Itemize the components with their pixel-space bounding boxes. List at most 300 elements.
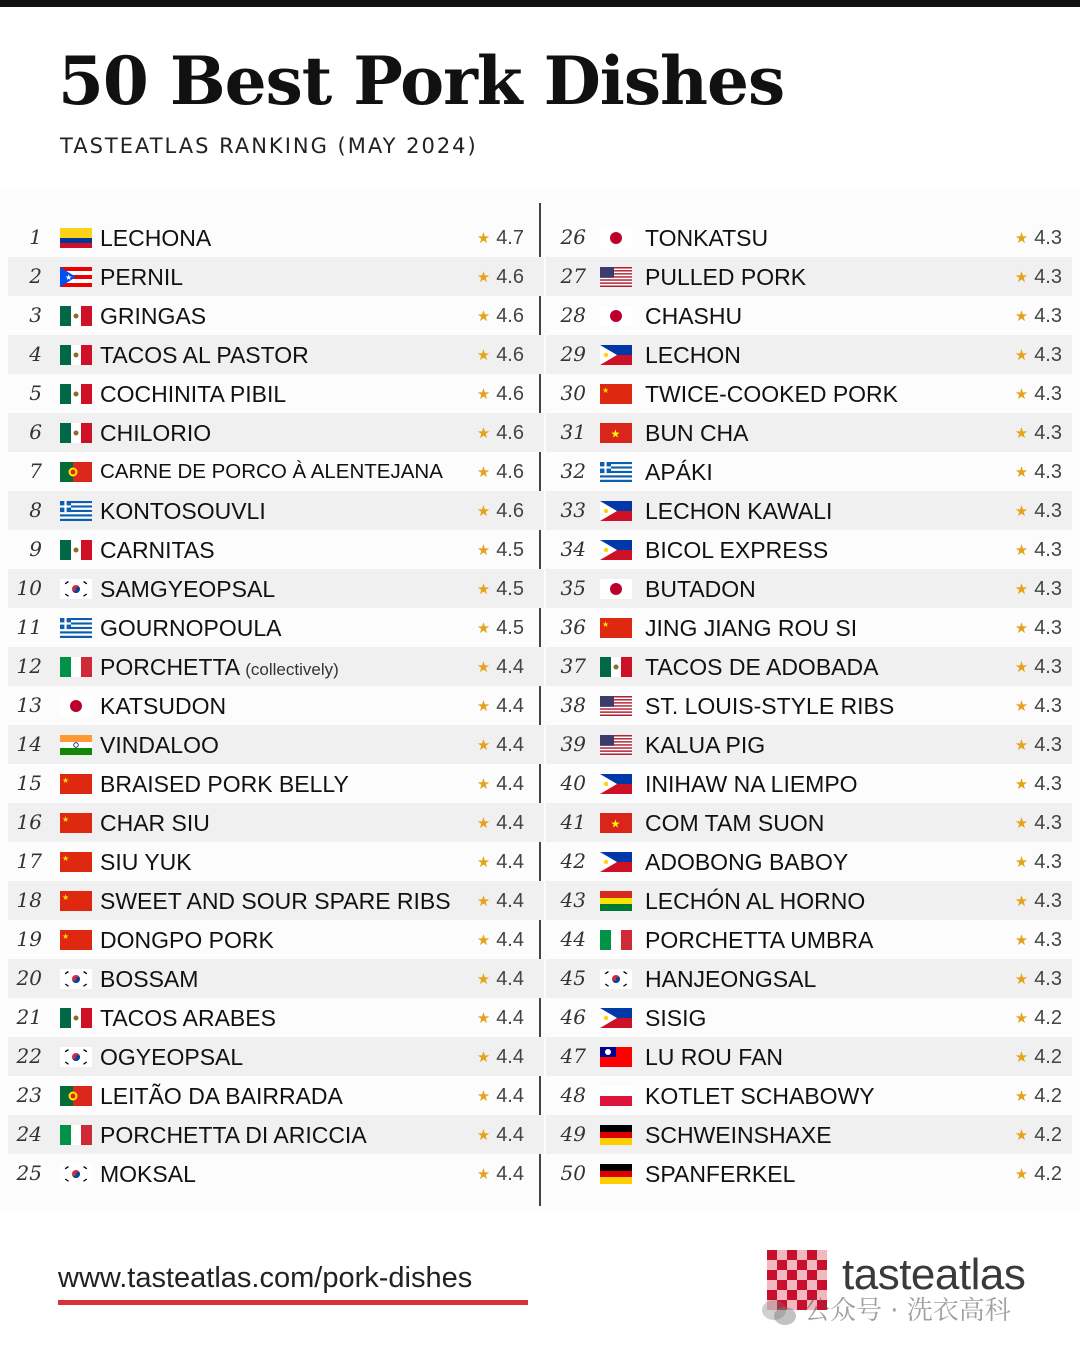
dish-rating (1015, 257, 1062, 296)
dish-rank: 41 (560, 810, 586, 834)
svg-text:★: ★ (62, 854, 70, 863)
dish-name-text: LECHÓN AL HORNO (645, 888, 866, 914)
rating-value: 4.3 (1034, 461, 1062, 483)
dish-row (546, 608, 1072, 647)
dish-rank: 11 (16, 615, 42, 639)
flag-portugal-icon (60, 1086, 92, 1106)
rating-value: 4.3 (1034, 812, 1062, 834)
dish-row (8, 569, 544, 608)
star-icon: ★ (476, 815, 491, 832)
dish-name-text: CHAR SIU (100, 810, 210, 836)
dish-name-text: GOURNOPOULA (100, 615, 282, 641)
flag-mexico-icon (60, 345, 92, 365)
star-icon: ★ (476, 542, 491, 559)
star-icon: ★ (476, 776, 491, 793)
dish-name (645, 842, 848, 881)
dish-name-text: PORCHETTA UMBRA (645, 927, 874, 953)
ranking-column-left (8, 218, 544, 1193)
rating-value: 4.4 (496, 890, 524, 912)
flag-greece-icon (60, 501, 92, 521)
star-icon: ★ (1014, 581, 1029, 598)
dish-name (100, 1154, 196, 1193)
dish-row (8, 491, 544, 530)
dish-name-text: HANJEONGSAL (645, 966, 817, 992)
dish-name-text: SWEET AND SOUR SPARE RIBS (100, 888, 451, 914)
rating-value: 4.4 (496, 695, 524, 717)
rating-value: 4.2 (1034, 1163, 1062, 1185)
rating-value: 4.6 (496, 500, 524, 522)
flag-south-korea-icon (60, 1164, 92, 1184)
dish-rating (1015, 413, 1062, 452)
dish-rank: 30 (560, 381, 586, 405)
dish-name-text: SISIG (645, 1005, 707, 1031)
dish-rating (477, 647, 524, 686)
top-border (0, 0, 1080, 7)
rating-value: 4.3 (1034, 344, 1062, 366)
flag-germany-icon (600, 1125, 632, 1145)
star-icon: ★ (1014, 503, 1029, 520)
rating-value: 4.4 (496, 773, 524, 795)
dish-row (546, 686, 1072, 725)
dish-rating (1015, 452, 1062, 491)
star-icon: ★ (476, 971, 491, 988)
dish-rating (477, 1076, 524, 1115)
dish-rating (477, 959, 524, 998)
flag-portugal-icon (60, 462, 92, 482)
flag-vietnam-icon (600, 423, 632, 443)
dish-name (100, 842, 192, 881)
dish-rank: 23 (16, 1083, 42, 1107)
dish-name-text: LEITÃO DA BAIRRADA (100, 1083, 343, 1109)
rating-value: 4.4 (496, 968, 524, 990)
dish-name (100, 335, 309, 374)
dish-name-text: CHILORIO (100, 420, 212, 446)
dish-name-text: APÁKI (645, 459, 713, 485)
flag-puerto-rico-icon (60, 267, 92, 287)
rating-value: 4.3 (1034, 734, 1062, 756)
dish-name-text: VINDALOO (100, 732, 219, 758)
dish-rank: 26 (560, 225, 586, 249)
flag-philippines-icon (600, 852, 632, 872)
dish-name-text: BUN CHA (645, 420, 749, 446)
dish-row (8, 998, 544, 1037)
dish-name (645, 998, 706, 1037)
watermark-text: 公众号 · 洗衣高科 (804, 1296, 1011, 1326)
dish-rank: 39 (560, 732, 586, 756)
dish-name (645, 725, 765, 764)
dish-rank: 42 (560, 849, 586, 873)
star-icon: ★ (476, 737, 491, 754)
rating-value: 4.3 (1034, 656, 1062, 678)
flag-china-icon (600, 384, 632, 404)
dish-row (8, 647, 544, 686)
dish-row (546, 998, 1072, 1037)
dish-rank: 17 (16, 849, 42, 873)
dish-rank: 6 (29, 420, 42, 444)
dish-rating (477, 608, 524, 647)
rating-value: 4.4 (496, 1124, 524, 1146)
dish-name-text: BOSSAM (100, 966, 199, 992)
star-icon: ★ (1014, 1166, 1029, 1183)
dish-name-text: TACOS ARABES (100, 1005, 276, 1031)
dish-rating (477, 998, 524, 1037)
dish-name-text: GRINGAS (100, 303, 207, 329)
rating-value: 4.3 (1034, 305, 1062, 327)
rating-value: 4.4 (496, 851, 524, 873)
dish-rank: 29 (560, 342, 586, 366)
dish-name-text: TACOS AL PASTOR (100, 342, 309, 368)
dish-rank: 38 (560, 693, 586, 717)
rating-value: 4.4 (496, 1085, 524, 1107)
dish-name (645, 764, 858, 803)
star-icon: ★ (476, 893, 491, 910)
dish-row (8, 1154, 544, 1193)
rating-value: 4.3 (1034, 266, 1062, 288)
dish-rating (477, 296, 524, 335)
svg-text:★: ★ (610, 818, 621, 831)
dish-name (100, 452, 443, 491)
dish-rank: 8 (29, 498, 42, 522)
dish-name-text: COM TAM SUON (645, 810, 825, 836)
dish-name (100, 725, 219, 764)
dish-name (100, 374, 286, 413)
dish-rank: 5 (29, 381, 42, 405)
dish-rating (1015, 296, 1062, 335)
dish-row (546, 959, 1072, 998)
dish-rating (1015, 647, 1062, 686)
flag-philippines-icon (600, 501, 632, 521)
dish-row (8, 218, 544, 257)
star-icon: ★ (476, 698, 491, 715)
dish-rating (477, 413, 524, 452)
dish-rank: 27 (560, 264, 586, 288)
star-icon: ★ (476, 1010, 491, 1027)
dish-name-text: LECHONA (100, 225, 212, 251)
dish-row (8, 335, 544, 374)
dish-rank: 37 (560, 654, 586, 678)
dish-name-text: KATSUDON (100, 693, 227, 719)
dish-rating (1015, 608, 1062, 647)
rating-value: 4.3 (1034, 617, 1062, 639)
dish-row (546, 296, 1072, 335)
dish-rank: 33 (560, 498, 586, 522)
dish-name-text: CHASHU (645, 303, 743, 329)
dish-row (8, 764, 544, 803)
flag-south-korea-icon (60, 579, 92, 599)
dish-rank: 47 (560, 1044, 586, 1068)
dish-rating (477, 452, 524, 491)
dish-rank: 25 (16, 1161, 42, 1185)
dish-row (8, 1037, 544, 1076)
dish-rating (1015, 959, 1062, 998)
dish-name-text: BRAISED PORK BELLY (100, 771, 349, 797)
dish-row (546, 413, 1072, 452)
dish-rank: 10 (16, 576, 42, 600)
dish-name-text: KALUA PIG (645, 732, 766, 758)
flag-india-icon (60, 735, 92, 755)
dish-name-text: KOTLET SCHABOWY (645, 1083, 875, 1109)
dish-rank: 46 (560, 1005, 586, 1029)
dish-row (8, 959, 544, 998)
dish-row (546, 881, 1072, 920)
star-icon: ★ (1014, 815, 1029, 832)
dish-name-text: LU ROU FAN (645, 1044, 784, 1070)
dish-rating (477, 257, 524, 296)
page-subtitle: TASTEATLAS RANKING (MAY 2024) (60, 134, 478, 158)
dish-name-text: PORCHETTA (100, 654, 239, 680)
star-icon: ★ (476, 581, 491, 598)
rating-value: 4.3 (1034, 773, 1062, 795)
flag-mexico-icon (60, 540, 92, 560)
star-icon: ★ (1014, 1127, 1029, 1144)
dish-name (645, 374, 898, 413)
dish-name (100, 686, 226, 725)
dish-row (546, 725, 1072, 764)
rating-value: 4.4 (496, 1046, 524, 1068)
dish-rank: 14 (16, 732, 42, 756)
star-icon: ★ (476, 932, 491, 949)
dish-row (546, 452, 1072, 491)
rating-value: 4.3 (1034, 929, 1062, 951)
dish-name (645, 413, 749, 452)
dish-name-text: LECHON (645, 342, 741, 368)
dish-row (546, 335, 1072, 374)
dish-row (8, 842, 544, 881)
rating-value: 4.3 (1034, 383, 1062, 405)
dish-name-text: KONTOSOUVLI (100, 498, 266, 524)
dish-name-text: PORCHETTA DI ARICCIA (100, 1122, 367, 1148)
dish-name (100, 296, 206, 335)
dish-rating (477, 686, 524, 725)
dish-name-text: BUTADON (645, 576, 756, 602)
star-icon: ★ (476, 503, 491, 520)
star-icon: ★ (1014, 347, 1029, 364)
rating-value: 4.3 (1034, 968, 1062, 990)
dish-row (546, 764, 1072, 803)
dish-row (546, 374, 1072, 413)
dish-rank: 34 (560, 537, 586, 561)
flag-japan-icon (60, 696, 92, 716)
dish-name (100, 998, 276, 1037)
dish-rank: 19 (16, 927, 42, 951)
dish-row (546, 491, 1072, 530)
dish-rating (477, 374, 524, 413)
flag-china-icon (60, 930, 92, 950)
rating-value: 4.3 (1034, 539, 1062, 561)
flag-vietnam-icon (600, 813, 632, 833)
star-icon: ★ (476, 1127, 491, 1144)
source-link[interactable]: www.tasteatlas.com/pork-dishes (58, 1262, 473, 1294)
link-underline (58, 1300, 528, 1305)
dish-row (546, 803, 1072, 842)
dish-rating (477, 335, 524, 374)
star-icon: ★ (1014, 425, 1029, 442)
dish-row (8, 686, 544, 725)
flag-usa-icon (600, 696, 632, 716)
dish-row (8, 881, 544, 920)
dish-name-text: SPANFERKEL (645, 1161, 796, 1187)
dish-name-text: COCHINITA PIBIL (100, 381, 287, 407)
dish-name (100, 1037, 243, 1076)
dish-name-text: OGYEOPSAL (100, 1044, 244, 1070)
star-icon: ★ (1014, 620, 1029, 637)
rating-value: 4.4 (496, 656, 524, 678)
rating-value: 4.3 (1034, 500, 1062, 522)
dish-name (100, 647, 339, 686)
wechat-icon (760, 1297, 798, 1327)
star-icon: ★ (1014, 1049, 1029, 1066)
dish-name (100, 491, 266, 530)
flag-mexico-icon (60, 423, 92, 443)
dish-row (546, 1076, 1072, 1115)
dish-name (100, 803, 210, 842)
flag-south-korea-icon (600, 969, 632, 989)
dish-name (645, 1115, 832, 1154)
rating-value: 4.3 (1034, 695, 1062, 717)
rating-value: 4.2 (1034, 1085, 1062, 1107)
star-icon: ★ (476, 1049, 491, 1066)
dish-name (100, 764, 349, 803)
star-icon: ★ (476, 308, 491, 325)
dish-rating (1015, 686, 1062, 725)
ranking-column-right (546, 218, 1072, 1193)
svg-text:★: ★ (62, 815, 70, 824)
dish-rating (1015, 1154, 1062, 1193)
dish-name (645, 569, 756, 608)
dish-rank: 40 (560, 771, 586, 795)
rating-value: 4.3 (1034, 227, 1062, 249)
dish-rating (477, 218, 524, 257)
dish-name-text: PERNIL (100, 264, 184, 290)
star-icon: ★ (476, 659, 491, 676)
dish-rank: 48 (560, 1083, 586, 1107)
dish-rating (477, 842, 524, 881)
dish-row (546, 920, 1072, 959)
dish-rank: 13 (16, 693, 42, 717)
dish-row (546, 647, 1072, 686)
flag-japan-icon (600, 306, 632, 326)
flag-taiwan-icon (600, 1047, 632, 1067)
star-icon: ★ (476, 854, 491, 871)
flag-mexico-icon (600, 657, 632, 677)
dish-name-text: ST. LOUIS-STYLE RIBS (645, 693, 895, 719)
svg-text:★: ★ (602, 620, 610, 629)
dish-name-text: SIU YUK (100, 849, 192, 875)
dish-name (645, 218, 768, 257)
dish-name-text: TACOS DE ADOBADA (645, 654, 879, 680)
flag-usa-icon (600, 735, 632, 755)
rating-value: 4.2 (1034, 1124, 1062, 1146)
dish-name-text: SCHWEINSHAXE (645, 1122, 832, 1148)
dish-row (8, 803, 544, 842)
dish-name (100, 1115, 367, 1154)
dish-rank: 49 (560, 1122, 586, 1146)
dish-rating (1015, 374, 1062, 413)
dish-name (645, 1154, 795, 1193)
page-title: 50 Best Pork Dishes (58, 42, 785, 120)
rating-value: 4.6 (496, 383, 524, 405)
star-icon: ★ (1014, 269, 1029, 286)
dish-rank: 9 (29, 537, 42, 561)
dish-rating (1015, 725, 1062, 764)
dish-rating (1015, 1076, 1062, 1115)
dish-rank: 50 (560, 1161, 586, 1185)
dish-row (546, 842, 1072, 881)
star-icon: ★ (1014, 1088, 1029, 1105)
dish-row (8, 530, 544, 569)
dish-rank: 21 (16, 1005, 42, 1029)
star-icon: ★ (1014, 737, 1029, 754)
flag-bolivia-icon (600, 891, 632, 911)
dish-name-text: CARNE DE PORCO À ALENTEJANA (100, 460, 443, 483)
dish-rank: 16 (16, 810, 42, 834)
dish-name-text: LECHON KAWALI (645, 498, 833, 524)
flag-china-icon (60, 813, 92, 833)
dish-name (645, 257, 806, 296)
dish-rating (477, 1037, 524, 1076)
flag-mexico-icon (60, 306, 92, 326)
svg-text:★: ★ (610, 428, 621, 441)
star-icon: ★ (476, 347, 491, 364)
star-icon: ★ (1014, 932, 1029, 949)
dish-rating (477, 725, 524, 764)
svg-text:★: ★ (62, 932, 70, 941)
svg-text:★: ★ (62, 776, 70, 785)
rating-value: 4.2 (1034, 1007, 1062, 1029)
star-icon: ★ (476, 1166, 491, 1183)
dish-rating (1015, 491, 1062, 530)
star-icon: ★ (1014, 854, 1029, 871)
dish-name-text: ADOBONG BABOY (645, 849, 849, 875)
dish-name (645, 530, 828, 569)
dish-rating (1015, 920, 1062, 959)
dish-name-text: MOKSAL (100, 1161, 196, 1187)
dish-rating (1015, 218, 1062, 257)
dish-rating (477, 920, 524, 959)
flag-philippines-icon (600, 540, 632, 560)
dish-row (8, 1115, 544, 1154)
dish-name (645, 1076, 875, 1115)
dish-rating (1015, 881, 1062, 920)
star-icon: ★ (1014, 386, 1029, 403)
flag-china-icon (600, 618, 632, 638)
rating-value: 4.3 (1034, 578, 1062, 600)
flag-colombia-icon (60, 228, 92, 248)
dish-name-text: INIHAW NA LIEMPO (645, 771, 858, 797)
dish-row (546, 1037, 1072, 1076)
rating-value: 4.6 (496, 461, 524, 483)
dish-row (8, 452, 544, 491)
svg-text:★: ★ (65, 273, 73, 282)
rating-value: 4.6 (496, 344, 524, 366)
dish-rank: 43 (560, 888, 586, 912)
dish-row (546, 569, 1072, 608)
dish-rank: 4 (29, 342, 42, 366)
dish-name (645, 647, 878, 686)
dish-rating (1015, 1037, 1062, 1076)
dish-name-text: TWICE-COOKED PORK (645, 381, 899, 407)
dish-row (8, 1076, 544, 1115)
star-icon: ★ (1014, 1010, 1029, 1027)
flag-italy-icon (600, 930, 632, 950)
dish-rating (1015, 842, 1062, 881)
dish-rank: 31 (560, 420, 586, 444)
dish-rating (477, 1154, 524, 1193)
star-icon: ★ (1014, 659, 1029, 676)
dish-note: (collectively) (245, 660, 339, 679)
svg-text:★: ★ (602, 386, 610, 395)
dish-rating (477, 1115, 524, 1154)
